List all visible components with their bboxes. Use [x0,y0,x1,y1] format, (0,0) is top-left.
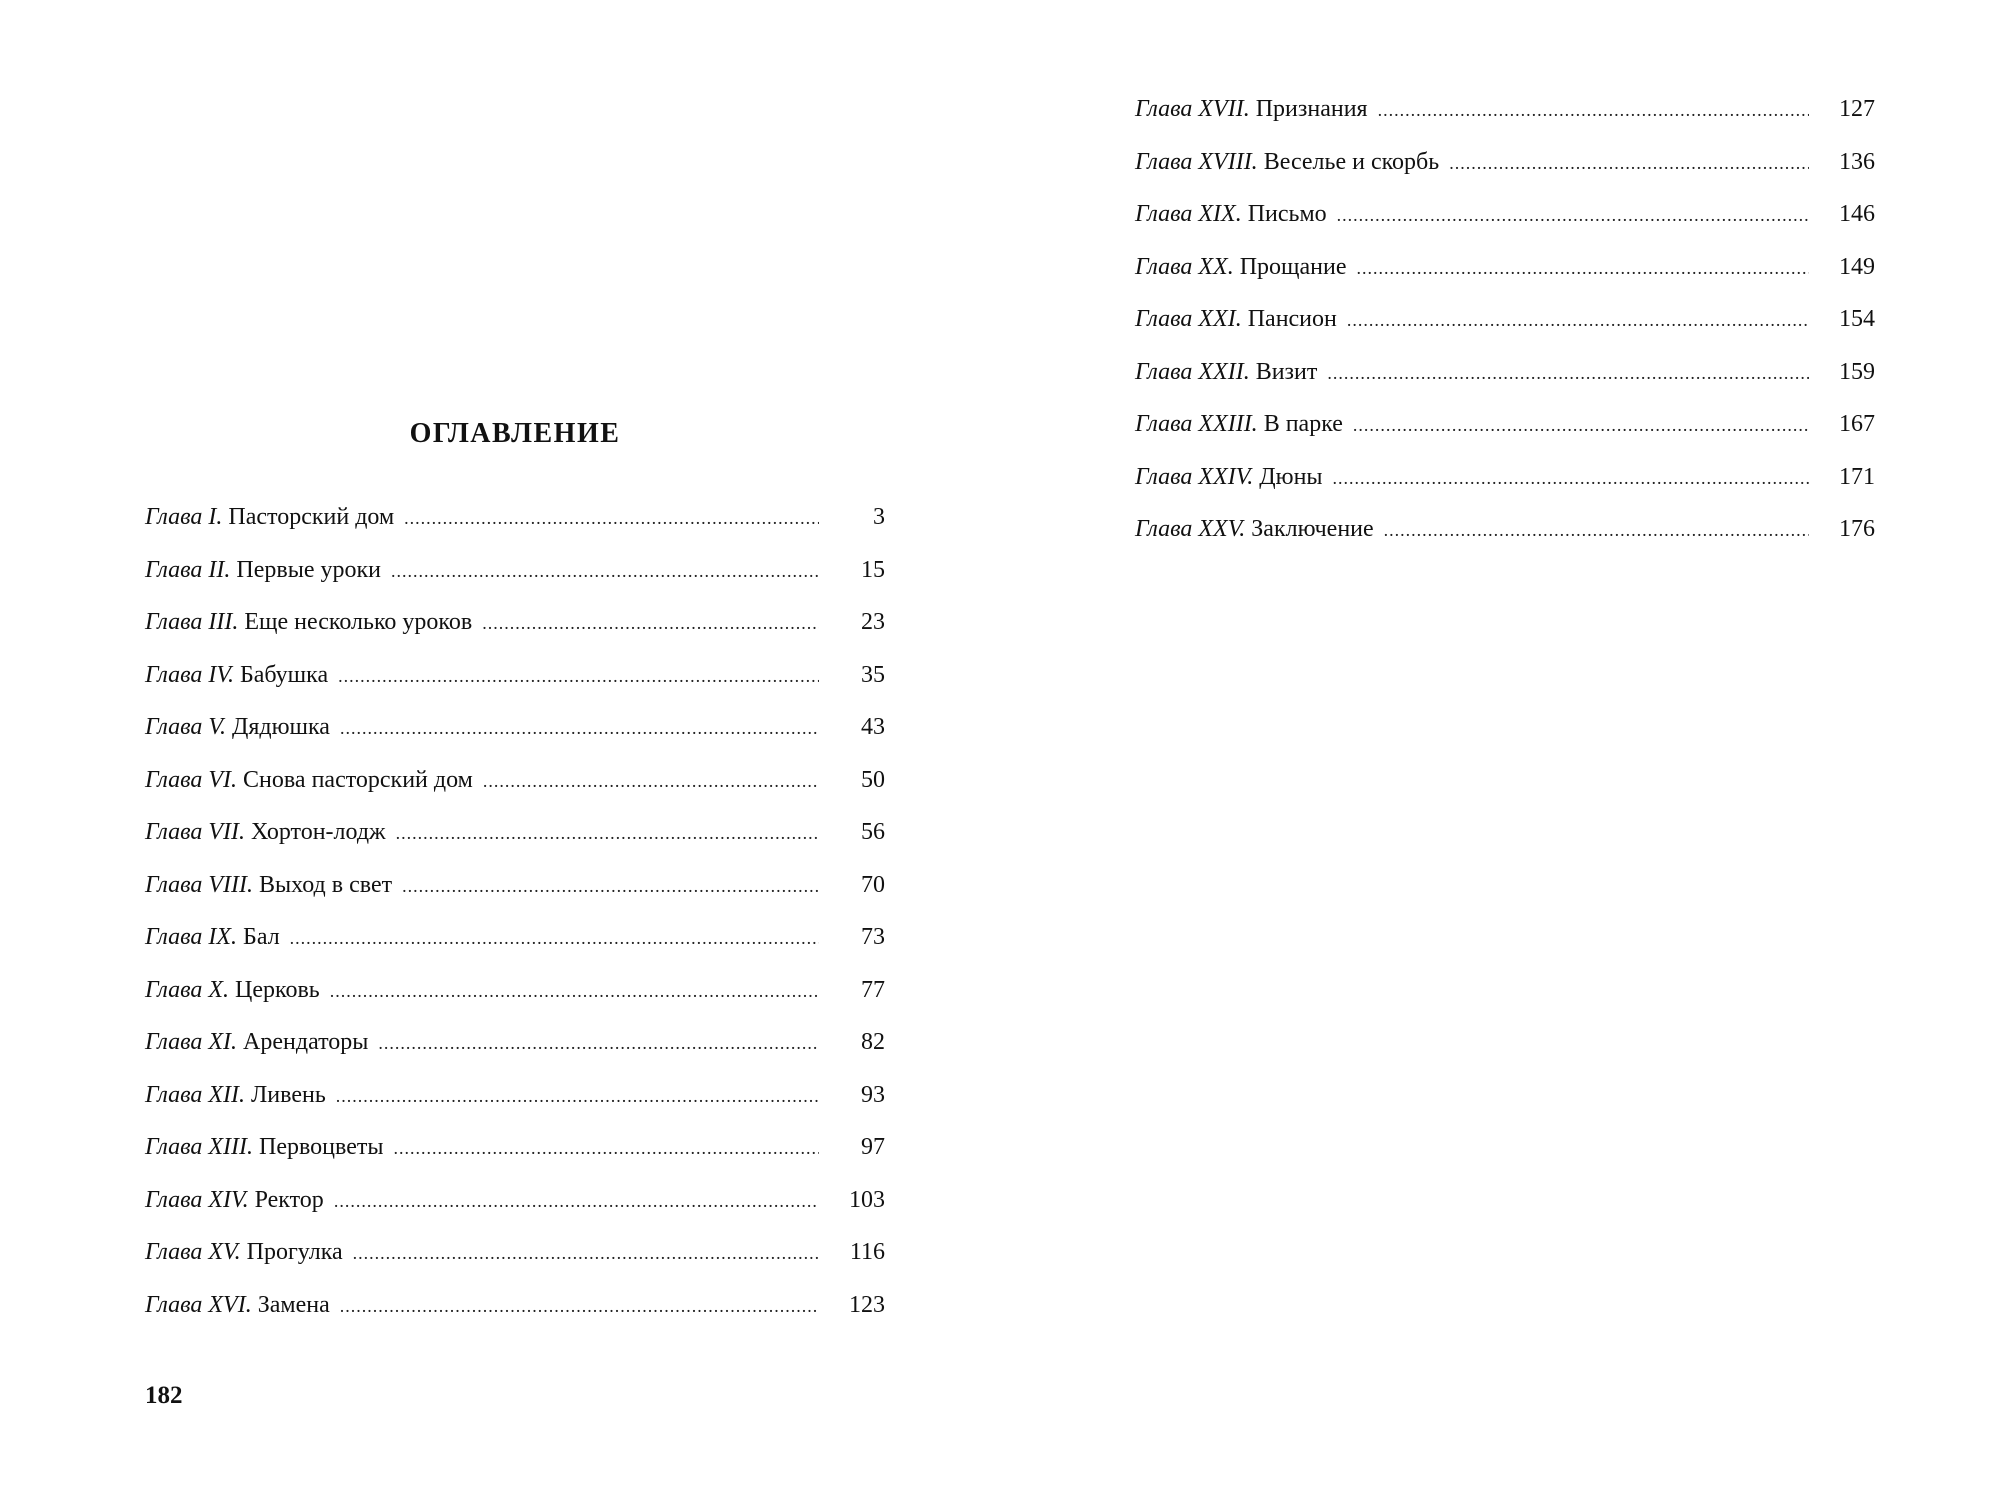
chapter-page-number: 70 [861,871,885,898]
toc-entry[interactable] [145,975,885,1028]
chapter-page-number: 15 [861,556,885,583]
chapter-page-number: 176 [1839,516,1875,542]
toc-entry[interactable] [1135,94,1875,147]
toc-entry-heading [1135,199,1327,229]
dot-leader [402,871,819,901]
toc-entry-heading [145,1080,326,1110]
chapter-title: Первоцветы [259,1134,384,1160]
toc-entry-heading [145,765,473,795]
chapter-title: Пансион [1247,306,1337,332]
chapter-label: Глава XXIII. [1135,411,1258,437]
chapter-label: Глава XIV. [145,1186,249,1213]
toc-entry-heading [145,555,381,585]
dot-leader [378,1028,819,1058]
chapter-title: Письмо [1247,201,1327,227]
dot-leader [1449,148,1809,178]
dot-leader [483,766,819,796]
toc-list-right [1135,94,1875,567]
dot-leader [1333,463,1809,493]
toc-entry[interactable] [145,555,885,608]
toc-entry[interactable] [145,660,885,713]
toc-entry-heading [1135,462,1323,492]
chapter-title: Хортон-лодж [251,819,386,845]
dot-leader [1384,515,1809,545]
toc-entry[interactable] [1135,357,1875,410]
chapter-title: В парке [1263,411,1343,437]
chapter-title: Церковь [235,976,320,1003]
chapter-label: Глава XXIV. [1135,463,1254,490]
chapter-title: Признания [1255,96,1368,122]
toc-entry-heading [145,817,386,847]
right-page [1135,0,1875,1500]
chapter-page-number: 97 [861,1134,885,1160]
chapter-page-number: 82 [861,1029,885,1055]
toc-entry-heading [1135,147,1439,177]
chapter-label: Глава IV. [145,661,234,688]
chapter-page-number: 116 [849,1239,885,1265]
dot-leader [404,503,819,533]
toc-entry-heading [145,607,472,637]
chapter-page-number: 149 [1839,253,1875,280]
chapter-label: Глава VI. [145,766,238,793]
dot-leader [391,556,819,586]
dot-leader [336,1081,819,1111]
chapter-label: Глава XIII. [145,1134,254,1160]
chapter-title: Дядюшка [231,714,330,740]
toc-entry[interactable] [145,1132,885,1185]
chapter-page-number: 43 [861,714,885,740]
chapter-title: Заключение [1251,516,1374,542]
dot-leader [334,1186,819,1216]
toc-entry-heading [1135,409,1343,439]
page-title: ОГЛАВЛЕНИЕ [409,418,621,449]
chapter-page-number: 171 [1839,463,1875,490]
toc-entry[interactable] [1135,147,1875,200]
chapter-page-number: 123 [849,1291,885,1318]
toc-entry[interactable] [145,502,885,555]
dot-leader [353,1238,819,1268]
toc-entry-heading [1135,357,1317,387]
chapter-label: Глава V. [145,714,226,740]
chapter-page-number: 103 [849,1186,885,1213]
chapter-page-number: 3 [873,504,885,530]
dot-leader [1378,95,1809,125]
toc-entry[interactable] [145,607,885,660]
toc-entry[interactable] [145,817,885,870]
chapter-title: Снова пасторский дом [243,766,473,793]
dot-leader [340,1291,819,1321]
chapter-label: Глава XI. [145,1029,238,1055]
toc-entry-heading [145,1290,330,1320]
dot-leader [290,923,819,953]
page-number: 182 [145,1382,183,1409]
chapter-label: Глава X. [145,976,230,1003]
chapter-page-number: 154 [1839,306,1875,332]
chapter-title: Пасторский дом [228,504,395,530]
toc-entry[interactable] [145,1185,885,1238]
toc-entry[interactable] [145,1290,885,1343]
chapter-title: Первые уроки [236,556,381,583]
chapter-label: Глава XXI. [1135,306,1242,332]
chapter-title: Веселье и скорбь [1263,148,1440,175]
chapter-label: Глава XIX. [1135,201,1242,227]
chapter-page-number: 127 [1839,96,1875,122]
toc-entry-heading [1135,514,1374,544]
chapter-title: Бабушка [239,661,329,688]
dot-leader [338,661,819,691]
toc-entry[interactable] [145,1237,885,1290]
chapter-page-number: 136 [1839,148,1875,175]
chapter-title: Прощание [1239,253,1347,280]
chapter-title: Бал [243,924,280,950]
dot-leader [396,818,819,848]
toc-entry[interactable] [1135,304,1875,357]
chapter-label: Глава I. [145,504,223,530]
chapter-label: Глава IX. [145,924,238,950]
toc-entry-heading [1135,94,1368,124]
chapter-label: Глава III. [145,609,239,635]
toc-entry[interactable] [1135,514,1875,567]
toc-entry-heading [145,502,394,532]
chapter-title: Выход в свет [259,871,393,898]
chapter-title: Ливень [251,1081,326,1108]
toc-entry-heading [145,922,280,952]
dot-leader [1357,253,1809,283]
toc-entry[interactable] [1135,409,1875,462]
chapter-label: Глава II. [145,556,231,583]
toc-entry-heading [145,1185,324,1215]
chapter-title: Дюны [1259,463,1323,490]
toc-entry-heading [145,1027,368,1057]
chapter-label: Глава XV. [145,1239,241,1265]
chapter-page-number: 73 [861,924,885,950]
toc-entry[interactable] [145,712,885,765]
chapter-page-number: 56 [861,819,885,845]
chapter-page-number: 23 [861,609,885,635]
toc-entry[interactable] [145,1080,885,1133]
chapter-title: Прогулка [246,1239,343,1265]
chapter-title: Еще несколько уроков [244,609,473,635]
chapter-page-number: 159 [1839,358,1875,385]
toc-entry[interactable] [145,1027,885,1080]
chapter-label: Глава VII. [145,819,246,845]
toc-entry[interactable] [145,922,885,975]
toc-entry-heading [145,712,330,742]
dot-leader [1327,358,1809,388]
chapter-label: Глава XXII. [1135,358,1250,385]
toc-entry[interactable] [1135,252,1875,305]
chapter-label: Глава XII. [145,1081,246,1108]
toc-entry[interactable] [145,870,885,923]
dot-leader [1337,200,1809,230]
chapter-title: Замена [257,1291,330,1318]
chapter-page-number: 50 [861,766,885,793]
toc-entry-heading [145,1132,383,1162]
left-page [145,0,885,1500]
dot-leader [482,608,819,638]
chapter-title: Визит [1255,358,1318,385]
chapter-page-number: 35 [861,661,885,688]
chapter-page-number: 167 [1839,411,1875,437]
chapter-label: Глава XXV. [1135,516,1246,542]
dot-leader [330,976,819,1006]
chapter-label: Глава VIII. [145,871,254,898]
chapter-title: Ректор [254,1186,324,1213]
toc-entry-heading [145,975,320,1005]
dot-leader [1353,410,1809,440]
toc-list-left [145,502,885,1342]
toc-entry-heading [145,870,392,900]
chapter-title: Арендаторы [243,1029,369,1055]
chapter-page-number: 77 [861,976,885,1003]
toc-entry-heading [1135,252,1347,282]
dot-leader [393,1133,819,1163]
toc-entry[interactable] [145,765,885,818]
chapter-page-number: 93 [861,1081,885,1108]
chapter-label: Глава XX. [1135,253,1234,280]
toc-entry-heading [1135,304,1337,334]
chapter-label: Глава XVIII. [1135,148,1258,175]
toc-entry[interactable] [1135,199,1875,252]
dot-leader [340,713,819,743]
chapter-label: Глава XVII. [1135,96,1250,122]
chapter-page-number: 146 [1839,201,1875,227]
toc-entry[interactable] [1135,462,1875,515]
chapter-label: Глава XVI. [145,1291,252,1318]
toc-entry-heading [145,660,328,690]
toc-entry-heading [145,1237,343,1267]
dot-leader [1347,305,1809,335]
